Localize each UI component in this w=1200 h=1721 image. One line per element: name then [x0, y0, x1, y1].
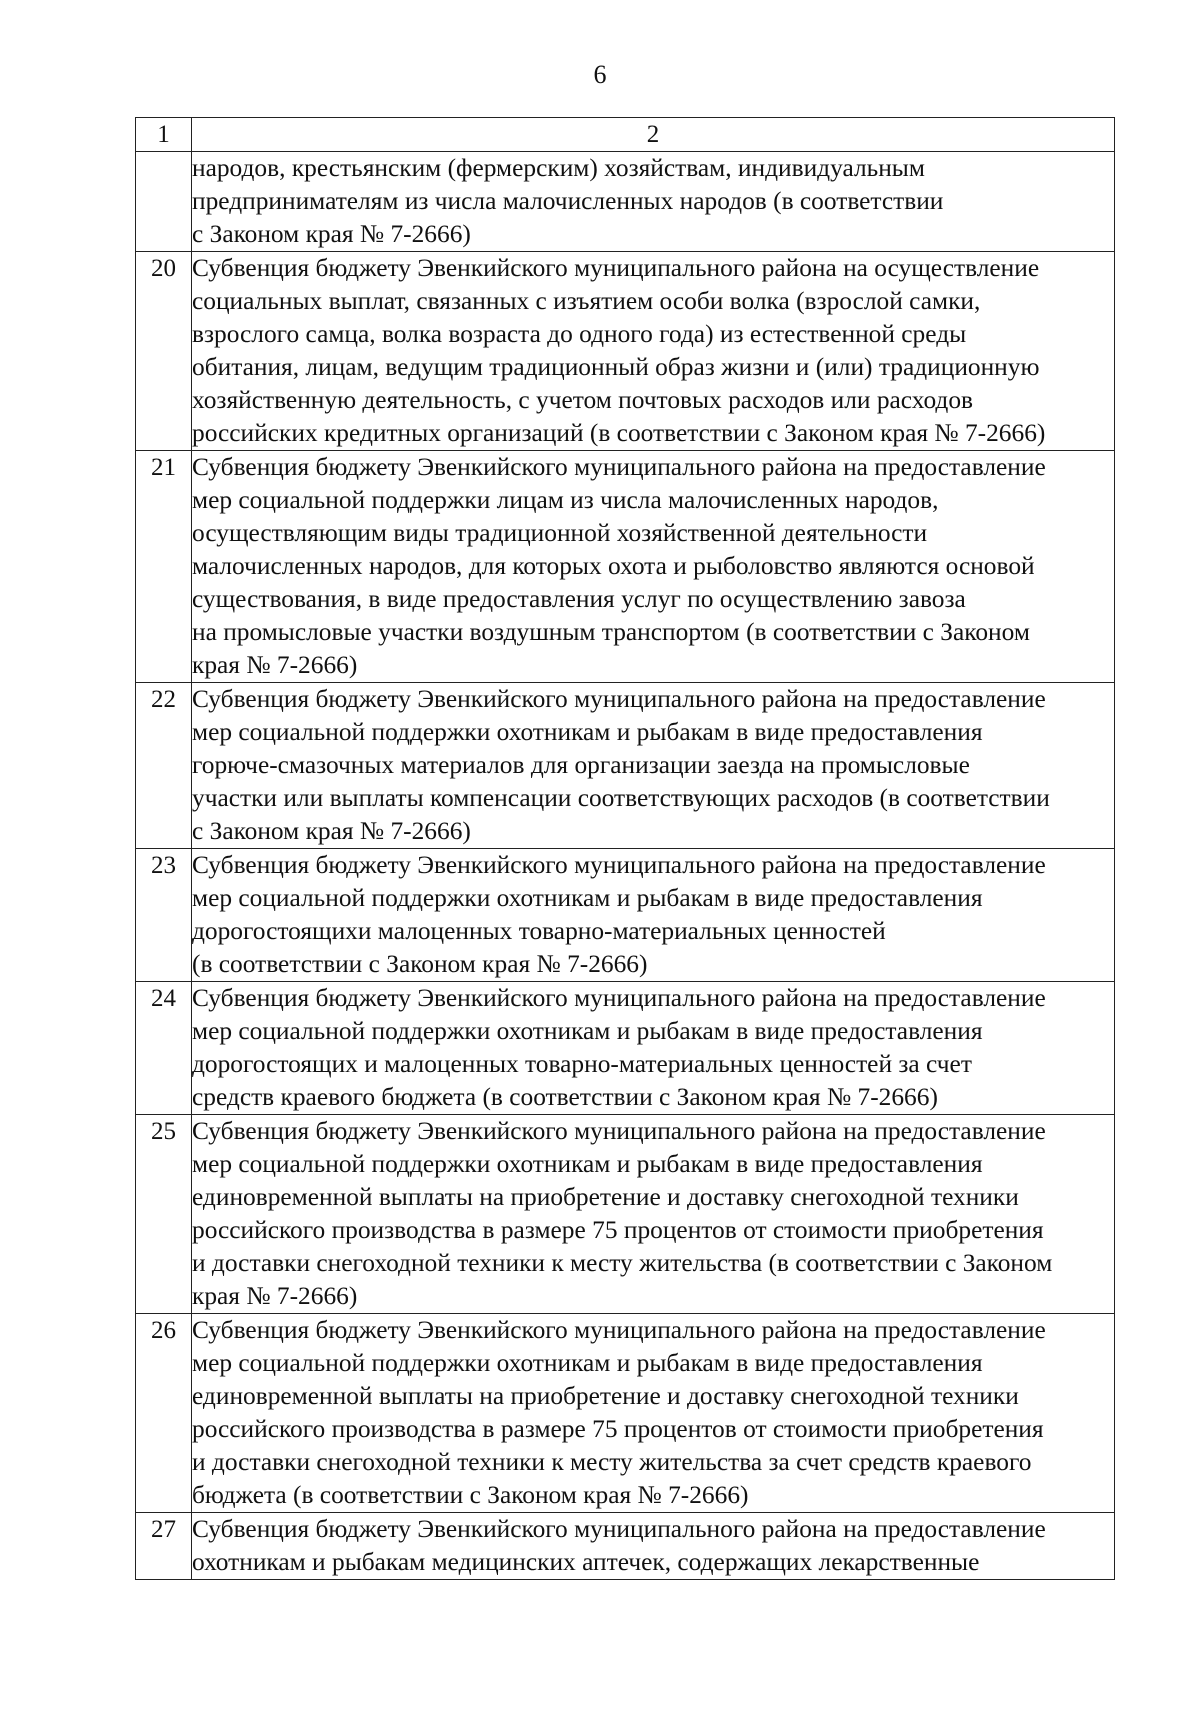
text-line: обитания, лицам, ведущим традиционный образ жизни и (или) традиционную — [192, 353, 1040, 381]
row-text-cell — [192, 152, 1115, 252]
text-line: Субвенция бюджету Эвенкийского муниципального района на предоставление — [192, 1117, 1046, 1145]
text-line: социальных выплат, связанных с изъятием особи волка (взрослой самки, — [192, 287, 981, 315]
row-number-cell: 23 — [136, 849, 192, 982]
table-header-row — [136, 118, 1115, 152]
text-line: взрослого самца, волка возраста до одного года) из естественной среды — [192, 320, 967, 348]
row-text-cell — [192, 451, 1115, 683]
row-number-cell: 20 — [136, 252, 192, 451]
text-line: существования, в виде предоставления услуг по осуществлению завоза — [192, 585, 966, 613]
text-line: края № 7-2666) — [192, 1282, 358, 1310]
text-line: горюче-смазочных материалов для организации заезда на промысловые — [192, 751, 970, 779]
text-line: участки или выплаты компенсации соответствующих расходов (в соответствии — [192, 784, 1050, 812]
table-row — [136, 451, 1115, 683]
table-row — [136, 982, 1115, 1115]
row-text-cell — [192, 1513, 1115, 1580]
text-line: осуществляющим виды традиционной хозяйственной деятельности — [192, 519, 928, 547]
text-line: мер социальной поддержки охотникам и рыбакам в виде предоставления — [192, 1017, 983, 1045]
text-line: малочисленных народов, для которых охота и рыболовство являются основой — [192, 552, 1035, 580]
text-line: на промысловые участки воздушным транспортом (в соответствии с Законом — [192, 618, 1030, 646]
table-row — [136, 1513, 1115, 1580]
table-row — [136, 1314, 1115, 1513]
text-line: Субвенция бюджету Эвенкийского муниципального района на предоставление — [192, 1515, 1046, 1543]
table-row — [136, 849, 1115, 982]
text-line: мер социальной поддержки охотникам и рыбакам в виде предоставления — [192, 718, 983, 746]
text-line: и доставки снегоходной техники к месту жительства (в соответствии с Законом — [192, 1249, 1053, 1277]
row-text-cell — [192, 1314, 1115, 1513]
table-body — [136, 118, 1115, 1580]
row-number-cell: 27 — [136, 1513, 192, 1580]
page-number: 6 — [593, 60, 607, 89]
text-line: предпринимателям из числа малочисленных народов (в соответствии — [192, 187, 944, 215]
row-text-cell — [192, 683, 1115, 849]
row-number-cell: 22 — [136, 683, 192, 849]
row-number-cell — [136, 152, 192, 252]
row-text-cell — [192, 982, 1115, 1115]
text-line: бюджета (в соответствии с Законом края № 7-2666) — [192, 1481, 749, 1509]
text-line: (в соответствии с Законом края № 7-2666) — [192, 950, 648, 978]
text-line: с Законом края № 7-2666) — [192, 817, 471, 845]
text-line: Субвенция бюджету Эвенкийского муниципального района на предоставление — [192, 453, 1046, 481]
text-line: единовременной выплаты на приобретение и доставку снегоходной техники — [192, 1183, 1019, 1211]
text-line: мер социальной поддержки охотникам и рыбакам в виде предоставления — [192, 1150, 983, 1178]
text-line: и доставки снегоходной техники к месту жительства за счет средств краевого — [192, 1448, 1032, 1476]
header-cell-text: 2 — [192, 118, 1115, 152]
text-line: российских кредитных организаций (в соответствии с Законом края № 7-2666) — [192, 419, 1046, 447]
text-line: края № 7-2666) — [192, 651, 358, 679]
text-line: российского производства в размере 75 процентов от стоимости приобретения — [192, 1216, 1044, 1244]
row-number-cell: 25 — [136, 1115, 192, 1314]
text-line: Субвенция бюджету Эвенкийского муниципального района на предоставление — [192, 685, 1046, 713]
text-line: охотникам и рыбакам медицинских аптечек, содержащих лекарственные — [192, 1548, 980, 1576]
text-line: с Законом края № 7-2666) — [192, 220, 471, 248]
text-line: хозяйственную деятельность, с учетом почтовых расходов или расходов — [192, 386, 974, 414]
text-line: Субвенция бюджету Эвенкийского муниципального района на предоставление — [192, 984, 1046, 1012]
text-line: единовременной выплаты на приобретение и доставку снегоходной техники — [192, 1382, 1019, 1410]
text-line: средств краевого бюджета (в соответствии с Законом края № 7-2666) — [192, 1083, 938, 1111]
document-table — [135, 117, 1115, 1580]
table-row — [136, 252, 1115, 451]
row-text-cell — [192, 849, 1115, 982]
text-line: мер социальной поддержки охотникам и рыбакам в виде предоставления — [192, 1349, 983, 1377]
row-text-cell — [192, 1115, 1115, 1314]
header-cell-number: 1 — [136, 118, 192, 152]
row-number-cell: 21 — [136, 451, 192, 683]
table-row — [136, 683, 1115, 849]
table-row — [136, 152, 1115, 252]
text-line: Субвенция бюджету Эвенкийского муниципального района на осуществление — [192, 254, 1040, 282]
text-line: российского производства в размере 75 процентов от стоимости приобретения — [192, 1415, 1044, 1443]
text-line: Субвенция бюджету Эвенкийского муниципального района на предоставление — [192, 851, 1046, 879]
row-number-cell: 24 — [136, 982, 192, 1115]
text-line: дорогостоящихи малоценных товарно-материальных ценностей — [192, 917, 886, 945]
row-text-cell — [192, 252, 1115, 451]
text-line: мер социальной поддержки лицам из числа малочисленных народов, — [192, 486, 939, 514]
text-line: Субвенция бюджету Эвенкийского муниципального района на предоставление — [192, 1316, 1046, 1344]
row-number-cell: 26 — [136, 1314, 192, 1513]
text-line: мер социальной поддержки охотникам и рыбакам в виде предоставления — [192, 884, 983, 912]
table-row — [136, 1115, 1115, 1314]
text-line: народов, крестьянским (фермерским) хозяйствам, индивидуальным — [192, 154, 925, 182]
text-line: дорогостоящих и малоценных товарно-материальных ценностей за счет — [192, 1050, 972, 1078]
